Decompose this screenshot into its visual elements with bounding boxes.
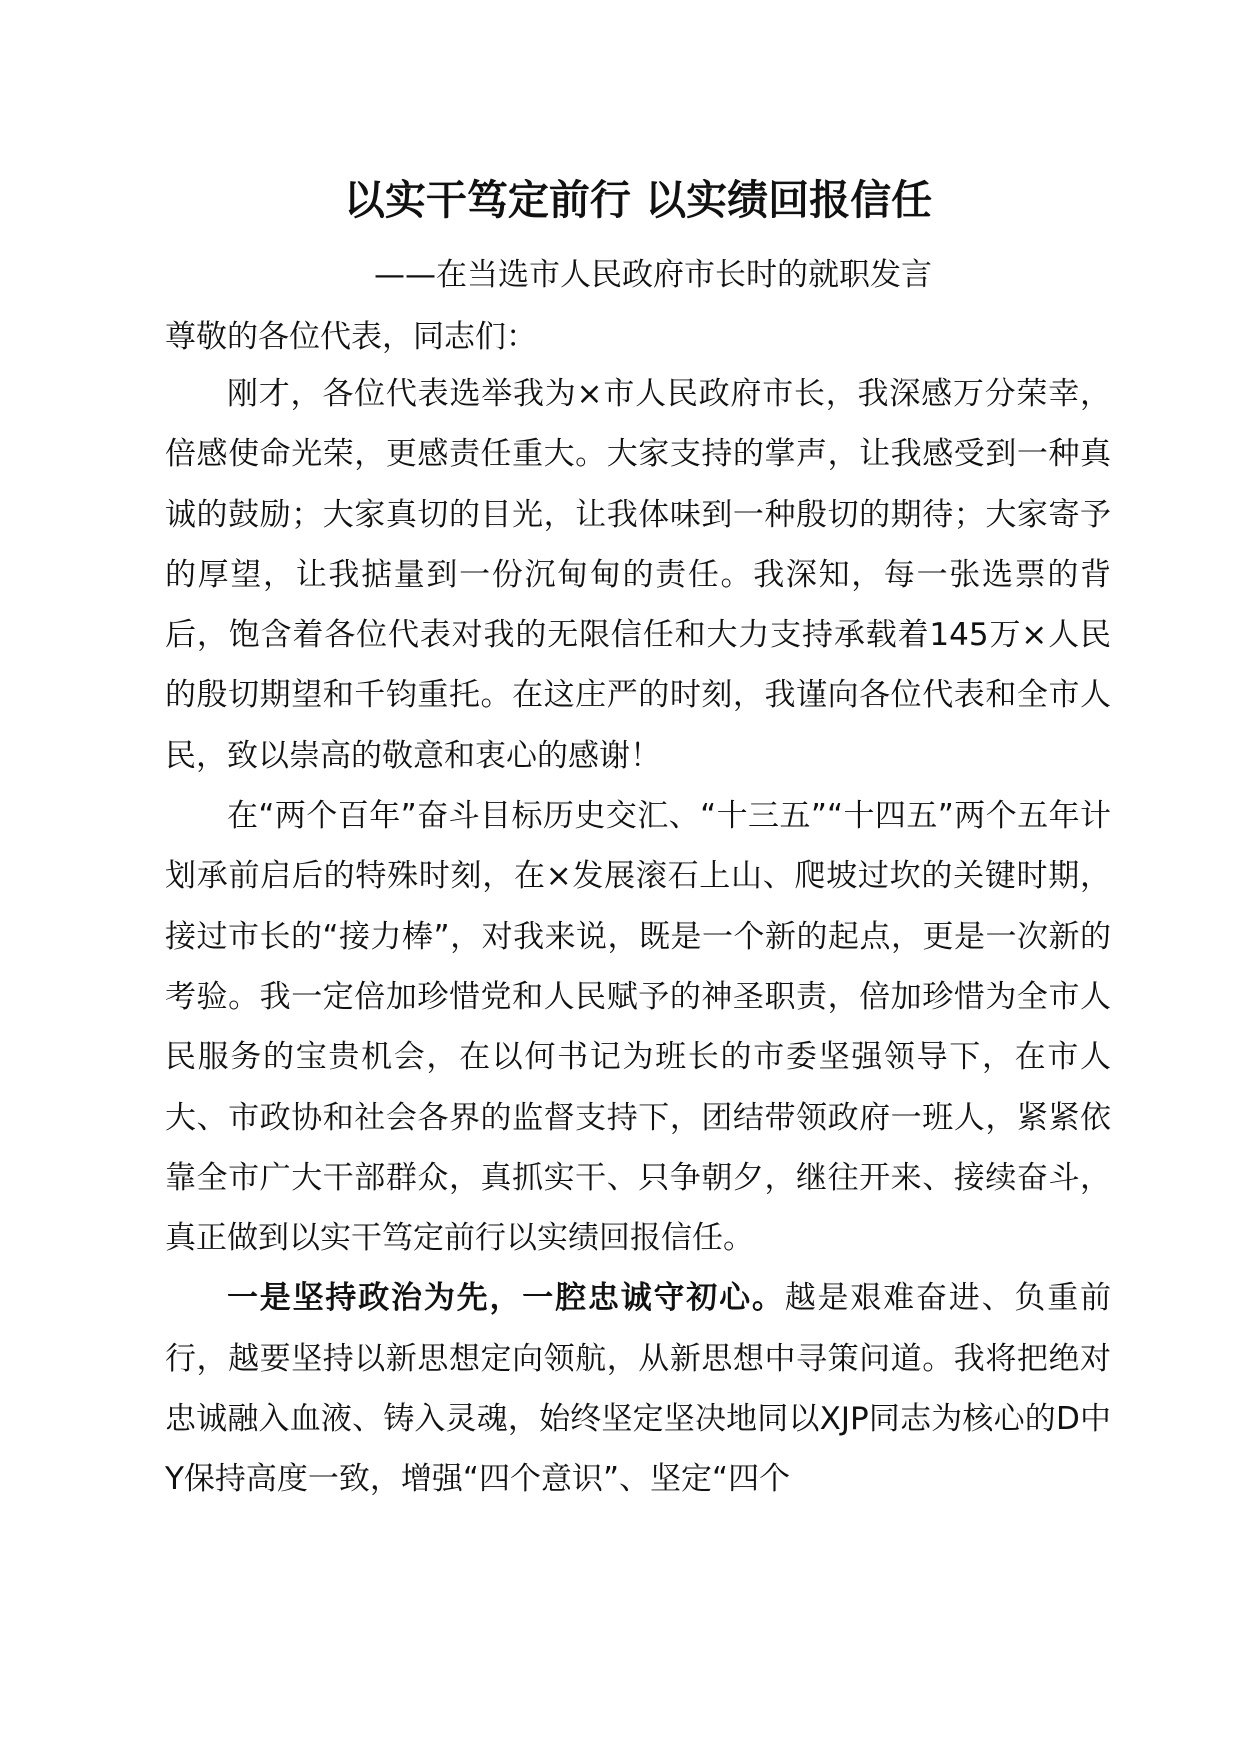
document-subtitle: ——在当选市人民政府市长时的就职发言 — [374, 257, 932, 293]
paragraph-2 — [165, 786, 1111, 1268]
paragraph-text: 在“两个百年”奋斗目标历史交汇、“十三五”“十四五”两个五年计划承前启后的特殊时刻，在×发展滚石上山、爬坡过坎的关键时期，接过市长的“接力棒”，对我来说，既是一个新的起点，更是一次新的考验。我一定倍加珍惜党和人民赋予的神圣职责，倍加珍惜为全市人民服务的宝贵机会，在以何书记为班长的市委坚强领导下，在市人大、市政协和社会各界的监督支持下，团结带领政府一班人，紧紧依靠全市广大干部群众，真抓实干、只争朝夕，继往开来、接续奋斗，真正做到以实干笃定前行以实绩回报信任。 — [165, 798, 1111, 1257]
paragraph-text: 越是艰难奋进、负重前行，越要坚持以新思想定向领航，从新思想中寻策问道。我将把绝对忠诚融入血液、铸入灵魂，始终坚定坚决地同以XJP同志为核心的D中Y保持高度一致，增强“四个意识”、坚定“四个 — [165, 1280, 1112, 1498]
paragraph-3 — [165, 1268, 1111, 1509]
paragraph-lead: 一是坚持政治为先，一腔忠诚守初心。 — [227, 1280, 785, 1317]
paragraph-text: 刚才，各位代表选举我为×市人民政府市长，我深感万分荣幸，倍感使命光荣，更感责任重大。大家支持的掌声，让我感受到一种真诚的鼓励；大家真切的目光，让我体味到一种殷切的期待；大家寄予的厚望，让我掂量到一份沉甸甸的责任。我深知，每一张选票的背后，饱含着各位代表对我的无限信任和大力支持承载着145万×人民的殷切期望和千钧重托。在这庄严的时刻，我谨向各位代表和全市人民，致以崇高的敬意和衷心的感谢！ — [165, 376, 1111, 774]
document-title: 以实干笃定前行 以实绩回报信任 — [343, 176, 933, 224]
salutation: 尊敬的各位代表，同志们： — [165, 319, 537, 355]
document-page — [165, 160, 1111, 1510]
paragraph-1 — [165, 364, 1111, 786]
